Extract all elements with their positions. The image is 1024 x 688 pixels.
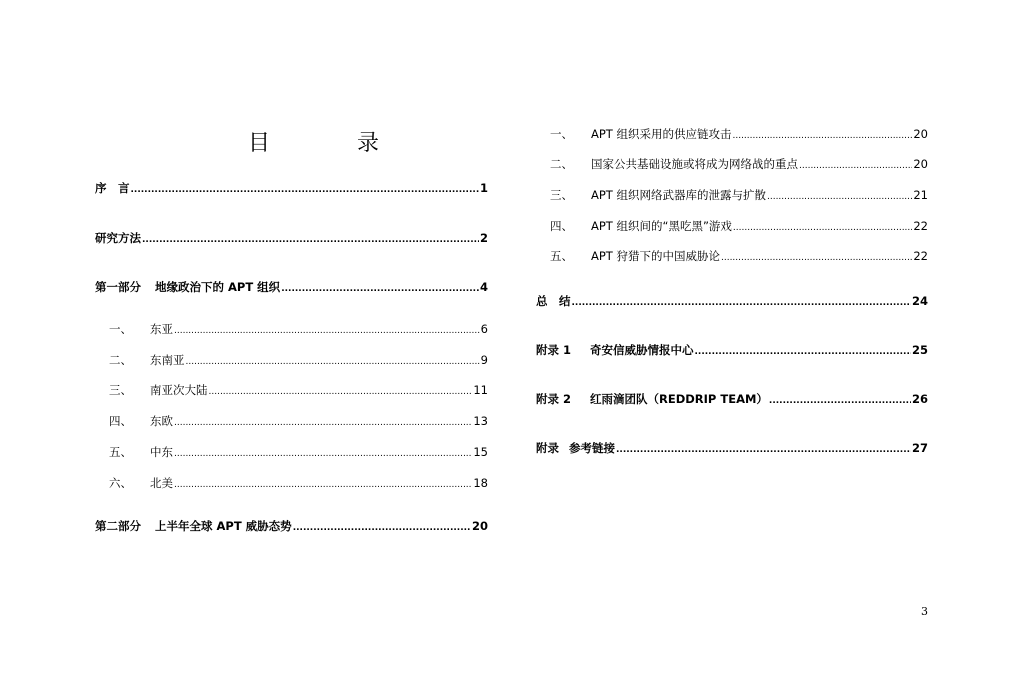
toc-entry-title: APT 组织间的“黑吃黑”游戏 [591,219,732,233]
toc-leader-dots [733,218,912,234]
toc-leader-dots [209,382,473,398]
toc-entry-number: 一、 [109,322,132,336]
toc-entry[interactable] [109,413,488,429]
toc-entry[interactable] [550,218,928,234]
toc-entry-number: 五、 [109,445,132,459]
toc-entry-page: 25 [911,343,928,357]
toc-entry[interactable] [536,391,928,407]
toc-entry-page: 11 [473,383,488,397]
toc-entry-number: 三、 [109,383,132,397]
toc-entry[interactable] [109,321,488,337]
toc-entry[interactable] [109,444,488,460]
toc-leader-dots [142,230,479,246]
toc-leader-dots [572,293,911,309]
toc-entry-title: 上半年全球 APT 威胁态势 [155,519,292,533]
toc-entry-number: 第二部分 [95,519,141,533]
toc-entry-page: 24 [911,294,928,308]
toc-entry[interactable] [536,293,928,309]
toc-entry-title: 东亚 [150,322,173,336]
toc-leader-dots [767,187,912,203]
toc-leader-dots [799,156,912,172]
toc-entry-page: 21 [913,188,928,202]
toc-entry-title: 东南亚 [150,353,185,367]
toc-entry-page: 6 [480,322,488,336]
toc-entry-number: 总 结 [536,294,571,308]
toc-leader-dots [131,180,479,196]
toc-entry-title: 国家公共基础设施或将成为网络战的重点 [591,157,798,171]
toc-entry[interactable] [95,180,488,196]
toc-entry-title: 红雨滴团队（REDDRIP TEAM） [590,392,768,406]
toc-entry-page: 15 [473,445,488,459]
toc-leader-dots [281,279,479,295]
toc-entry-page: 26 [911,392,928,406]
toc-entry-page: 20 [913,127,928,141]
toc-leader-dots [174,413,472,429]
toc-leader-dots [186,352,480,368]
toc-entry-page: 27 [911,441,928,455]
toc-entry-title: 南亚次大陆 [150,383,208,397]
toc-entry[interactable] [109,382,488,398]
toc-entry[interactable] [109,352,488,368]
toc-entry-number: 二、 [109,353,132,367]
toc-entry[interactable] [95,279,488,295]
toc-entry-number: 附录 1 [536,343,572,357]
toc-leader-dots [769,391,911,407]
toc-entry[interactable] [536,342,928,358]
toc-entry-number: 序 言 [95,181,130,195]
toc-entry-number: 四、 [109,414,132,428]
toc-entry-title: APT 组织采用的供应链攻击 [591,127,732,141]
page-number: 3 [921,605,928,618]
toc-leader-dots [174,444,472,460]
toc-entry[interactable] [95,518,488,534]
toc-entry-number: 研究方法 [95,231,141,245]
toc-entry[interactable] [95,230,488,246]
toc-entry-title: 中东 [150,445,173,459]
toc-entry-page: 1 [479,181,488,195]
toc-entry-page: 20 [913,157,928,171]
toc-entry-number: 附录 2 [536,392,572,406]
toc-entry-number: 四、 [550,219,573,233]
toc-entry[interactable] [550,187,928,203]
toc-entry-number: 三、 [550,188,573,202]
toc-leader-dots [732,126,912,142]
page-title: 目 录 [248,131,419,156]
toc-entry-page: 4 [479,280,488,294]
toc-entry[interactable] [550,156,928,172]
toc-entry-title: APT 狩猎下的中国威胁论 [591,249,720,263]
toc-entry-title: 东欧 [150,414,173,428]
toc-entry-number: 附录 [536,441,559,455]
toc-entry-page: 13 [473,414,488,428]
toc-entry-page: 22 [913,219,928,233]
toc-entry-number: 第一部分 [95,280,141,294]
toc-entry[interactable] [550,248,928,264]
toc-entry-page: 9 [480,353,488,367]
toc-leader-dots [293,518,471,534]
toc-entry-page: 18 [473,476,488,490]
toc-leader-dots [174,475,472,491]
toc-entry-number: 一、 [550,127,573,141]
toc-entry-number: 六、 [109,476,132,490]
toc-leader-dots [695,342,911,358]
toc-leader-dots [721,248,912,264]
toc-entry-title: 北美 [150,476,173,490]
toc-entry-number: 五、 [550,249,573,263]
toc-entry[interactable] [109,475,488,491]
toc-entry-title: 地缘政治下的 APT 组织 [155,280,281,294]
toc-entry[interactable] [536,440,928,456]
toc-entry[interactable] [550,126,928,142]
toc-entry-page: 20 [471,519,488,533]
toc-entry-title: 奇安信威胁情报中心 [590,343,694,357]
toc-leader-dots [616,440,911,456]
toc-entry-title: APT 组织网络武器库的泄露与扩散 [591,188,766,202]
toc-entry-number: 二、 [550,157,573,171]
toc-entry-page: 22 [913,249,928,263]
toc-entry-title: 参考链接 [569,441,615,455]
toc-entry-page: 2 [479,231,488,245]
toc-leader-dots [174,321,480,337]
